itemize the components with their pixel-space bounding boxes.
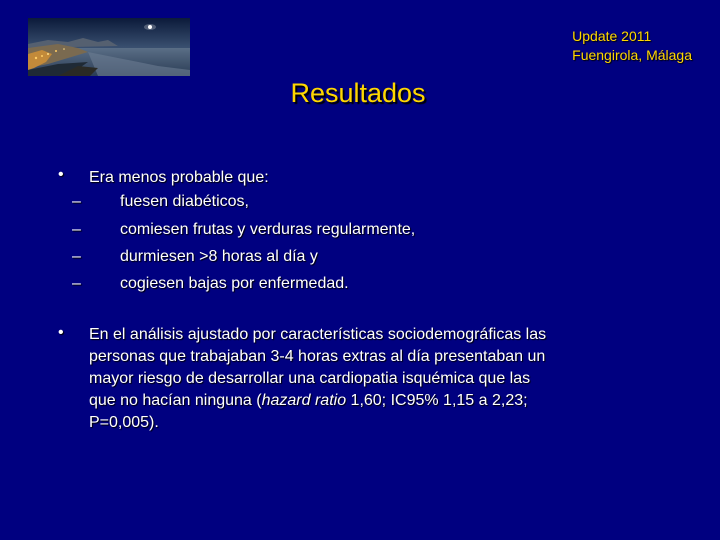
sub-item-text: fuesen diabéticos, xyxy=(120,193,249,210)
line-text: 1,60; IC95% 1,15 a 2,23; xyxy=(346,392,528,409)
dash-marker: – xyxy=(72,221,81,238)
dash-marker: – xyxy=(72,275,81,292)
dash-marker: – xyxy=(72,193,81,210)
paragraph-line: personas que trabajaban 3-4 horas extras al día presentaban un xyxy=(89,348,546,365)
bullet-text: Era menos probable que: xyxy=(89,169,269,186)
event-info xyxy=(572,27,692,65)
bullet-marker: • xyxy=(58,166,64,183)
italic-term: hazard ratio xyxy=(261,392,347,409)
paragraph-line: mayor riesgo de desarrollar una cardiopatia isquémica que las xyxy=(89,370,531,387)
bullet-marker: • xyxy=(58,324,64,341)
event-location: Fuengirola, Málaga xyxy=(572,47,692,63)
sub-item-text: durmiesen >8 horas al día y xyxy=(120,248,318,265)
dash-marker: – xyxy=(72,248,81,265)
event-name: Update 2011 xyxy=(572,28,652,44)
paragraph-line xyxy=(89,390,679,412)
line-text: que no hacían ninguna ( xyxy=(89,392,262,409)
sub-item-text: comiesen frutas y verduras regularmente, xyxy=(120,221,416,238)
coastline-photo xyxy=(28,18,190,76)
bullet-paragraph xyxy=(89,324,679,434)
paragraph-line: En el análisis ajustado por características sociodemográficas las xyxy=(89,326,547,343)
sub-item-text: cogiesen bajas por enfermedad. xyxy=(120,275,349,292)
slide-title: Resultados xyxy=(290,78,426,108)
paragraph-line: P=0,005). xyxy=(89,414,159,431)
